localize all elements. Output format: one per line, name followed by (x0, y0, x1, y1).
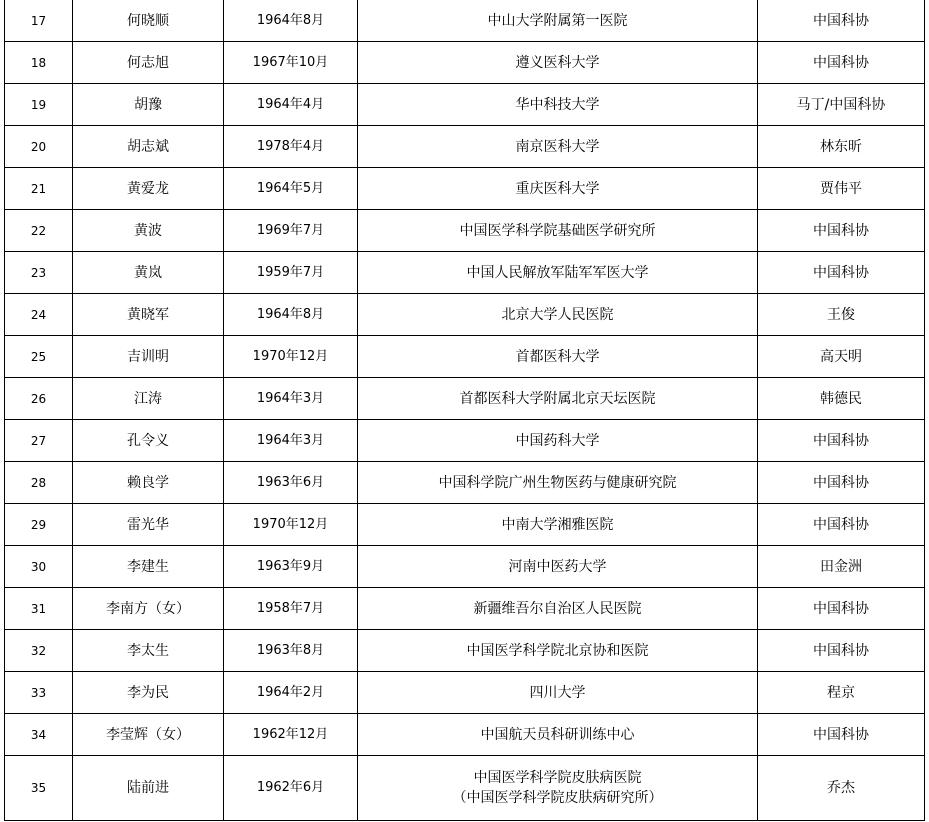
row-number-cell: 21 (5, 168, 73, 210)
organization-line: 遵义医科大学 (515, 54, 600, 71)
organization-line: 重庆医科大学 (515, 180, 600, 197)
name-cell: 黄晓军 (73, 294, 224, 336)
organization-line: 北京大学人民医院 (501, 306, 614, 323)
nominator-cell: 中国科协 (758, 252, 925, 294)
birth-date-cell: 1964年8月 (224, 294, 358, 336)
table-row (5, 126, 925, 168)
table-row (5, 672, 925, 714)
row-number-cell: 18 (5, 42, 73, 84)
organization-cell (358, 714, 758, 756)
nominator-cell: 中国科协 (758, 0, 925, 42)
nominator-cell: 中国科协 (758, 42, 925, 84)
name-cell: 李南方（女） (73, 588, 224, 630)
birth-date-cell: 1978年4月 (224, 126, 358, 168)
organization-cell (358, 672, 758, 714)
birth-date-cell: 1964年5月 (224, 168, 358, 210)
organization-line: 首都医科大学附属北京天坛医院 (459, 390, 656, 407)
name-cell: 李建生 (73, 546, 224, 588)
table-row (5, 294, 925, 336)
row-number-cell: 22 (5, 210, 73, 252)
name-cell: 黄波 (73, 210, 224, 252)
nominator-cell: 中国科协 (758, 504, 925, 546)
table-row (5, 462, 925, 504)
birth-date-cell: 1958年7月 (224, 588, 358, 630)
organization-line: 河南中医药大学 (508, 558, 607, 575)
nominator-cell: 乔杰 (758, 756, 925, 821)
row-number-cell: 29 (5, 504, 73, 546)
nominator-cell: 中国科协 (758, 630, 925, 672)
nominator-cell: 王俊 (758, 294, 925, 336)
name-cell: 何晓顺 (73, 0, 224, 42)
birth-date-cell: 1970年12月 (224, 504, 358, 546)
row-number-cell: 32 (5, 630, 73, 672)
row-number-cell: 25 (5, 336, 73, 378)
table-row (5, 210, 925, 252)
birth-date-cell: 1970年12月 (224, 336, 358, 378)
name-cell: 胡志斌 (73, 126, 224, 168)
organization-line: 中国医学科学院皮肤病医院 (473, 770, 642, 786)
row-number-cell: 20 (5, 126, 73, 168)
organization-line: （中国医学科学院皮肤病研究所） (452, 790, 663, 806)
birth-date-cell: 1964年2月 (224, 672, 358, 714)
nominator-cell: 田金洲 (758, 546, 925, 588)
name-cell: 李莹辉（女） (73, 714, 224, 756)
organization-line: 中国科学院广州生物医药与健康研究院 (438, 474, 677, 491)
row-number-cell: 34 (5, 714, 73, 756)
row-number-cell: 35 (5, 756, 73, 821)
organization-cell (358, 294, 758, 336)
organization-cell (358, 84, 758, 126)
organization-cell (358, 168, 758, 210)
birth-date-cell: 1963年6月 (224, 462, 358, 504)
table-row (5, 336, 925, 378)
birth-date-cell: 1964年3月 (224, 420, 358, 462)
birth-date-cell: 1962年6月 (224, 756, 358, 821)
table-row (5, 420, 925, 462)
name-cell: 李太生 (73, 630, 224, 672)
organization-line: 四川大学 (529, 684, 586, 701)
birth-date-cell: 1964年4月 (224, 84, 358, 126)
organization-cell (358, 378, 758, 420)
table-row (5, 84, 925, 126)
table-row (5, 504, 925, 546)
table-row (5, 546, 925, 588)
nominator-cell: 马丁/中国科协 (758, 84, 925, 126)
name-cell: 黄岚 (73, 252, 224, 294)
name-cell: 吉训明 (73, 336, 224, 378)
nominator-cell: 中国科协 (758, 210, 925, 252)
row-number-cell: 26 (5, 378, 73, 420)
organization-line: 中国药科大学 (515, 432, 600, 449)
birth-date-cell: 1959年7月 (224, 252, 358, 294)
organization-line: 中国人民解放军陆军军医大学 (466, 264, 649, 281)
nominator-cell: 中国科协 (758, 462, 925, 504)
organization-line: 中山大学附属第一医院 (487, 12, 628, 29)
nominator-cell: 贾伟平 (758, 168, 925, 210)
row-number-cell: 33 (5, 672, 73, 714)
birth-date-cell: 1964年8月 (224, 0, 358, 42)
birth-date-cell: 1969年7月 (224, 210, 358, 252)
nominator-cell: 高天明 (758, 336, 925, 378)
birth-date-cell: 1962年12月 (224, 714, 358, 756)
row-number-cell: 23 (5, 252, 73, 294)
organization-cell (358, 420, 758, 462)
name-cell: 胡豫 (73, 84, 224, 126)
row-number-cell: 31 (5, 588, 73, 630)
organization-line: 新疆维吾尔自治区人民医院 (473, 600, 642, 617)
row-number-cell: 19 (5, 84, 73, 126)
row-number-cell: 17 (5, 0, 73, 42)
birth-date-cell: 1963年9月 (224, 546, 358, 588)
birth-date-cell: 1963年8月 (224, 630, 358, 672)
name-cell: 黄爱龙 (73, 168, 224, 210)
row-number-cell: 30 (5, 546, 73, 588)
row-number-cell: 28 (5, 462, 73, 504)
nominator-cell: 中国科协 (758, 714, 925, 756)
table-row (5, 168, 925, 210)
table-row (5, 252, 925, 294)
table-row (5, 588, 925, 630)
table-row (5, 42, 925, 84)
name-cell: 孔令义 (73, 420, 224, 462)
nominator-cell: 中国科协 (758, 420, 925, 462)
organization-cell (358, 42, 758, 84)
organization-cell (358, 336, 758, 378)
row-number-cell: 27 (5, 420, 73, 462)
row-number-cell: 24 (5, 294, 73, 336)
organization-line: 南京医科大学 (515, 138, 600, 155)
organization-cell (358, 504, 758, 546)
nominator-cell: 程京 (758, 672, 925, 714)
organization-cell (358, 0, 758, 42)
organization-cell (358, 546, 758, 588)
organization-line: 中国医学科学院基础医学研究所 (459, 222, 656, 239)
organization-cell (358, 630, 758, 672)
organization-cell (358, 126, 758, 168)
candidate-table (4, 0, 925, 821)
organization-cell (358, 462, 758, 504)
organization-line: 中南大学湘雅医院 (501, 516, 614, 533)
organization-cell (358, 210, 758, 252)
table-row (5, 0, 925, 42)
name-cell: 陆前进 (73, 756, 224, 821)
birth-date-cell: 1967年10月 (224, 42, 358, 84)
table-row (5, 630, 925, 672)
name-cell: 雷光华 (73, 504, 224, 546)
organization-line: 中国航天员科研训练中心 (480, 726, 635, 743)
organization-cell (358, 252, 758, 294)
organization-line: 首都医科大学 (515, 348, 600, 365)
table-body (5, 0, 925, 821)
table-row (5, 378, 925, 420)
name-cell: 赖良学 (73, 462, 224, 504)
name-cell: 李为民 (73, 672, 224, 714)
nominator-cell: 中国科协 (758, 588, 925, 630)
organization-line: 中国医学科学院北京协和医院 (466, 642, 649, 659)
organization-cell (358, 588, 758, 630)
table-row (5, 756, 925, 821)
nominator-cell: 韩德民 (758, 378, 925, 420)
nominator-cell: 林东昕 (758, 126, 925, 168)
table-row (5, 714, 925, 756)
organization-cell (358, 756, 758, 821)
name-cell: 何志旭 (73, 42, 224, 84)
birth-date-cell: 1964年3月 (224, 378, 358, 420)
name-cell: 江涛 (73, 378, 224, 420)
organization-line: 华中科技大学 (515, 96, 600, 113)
